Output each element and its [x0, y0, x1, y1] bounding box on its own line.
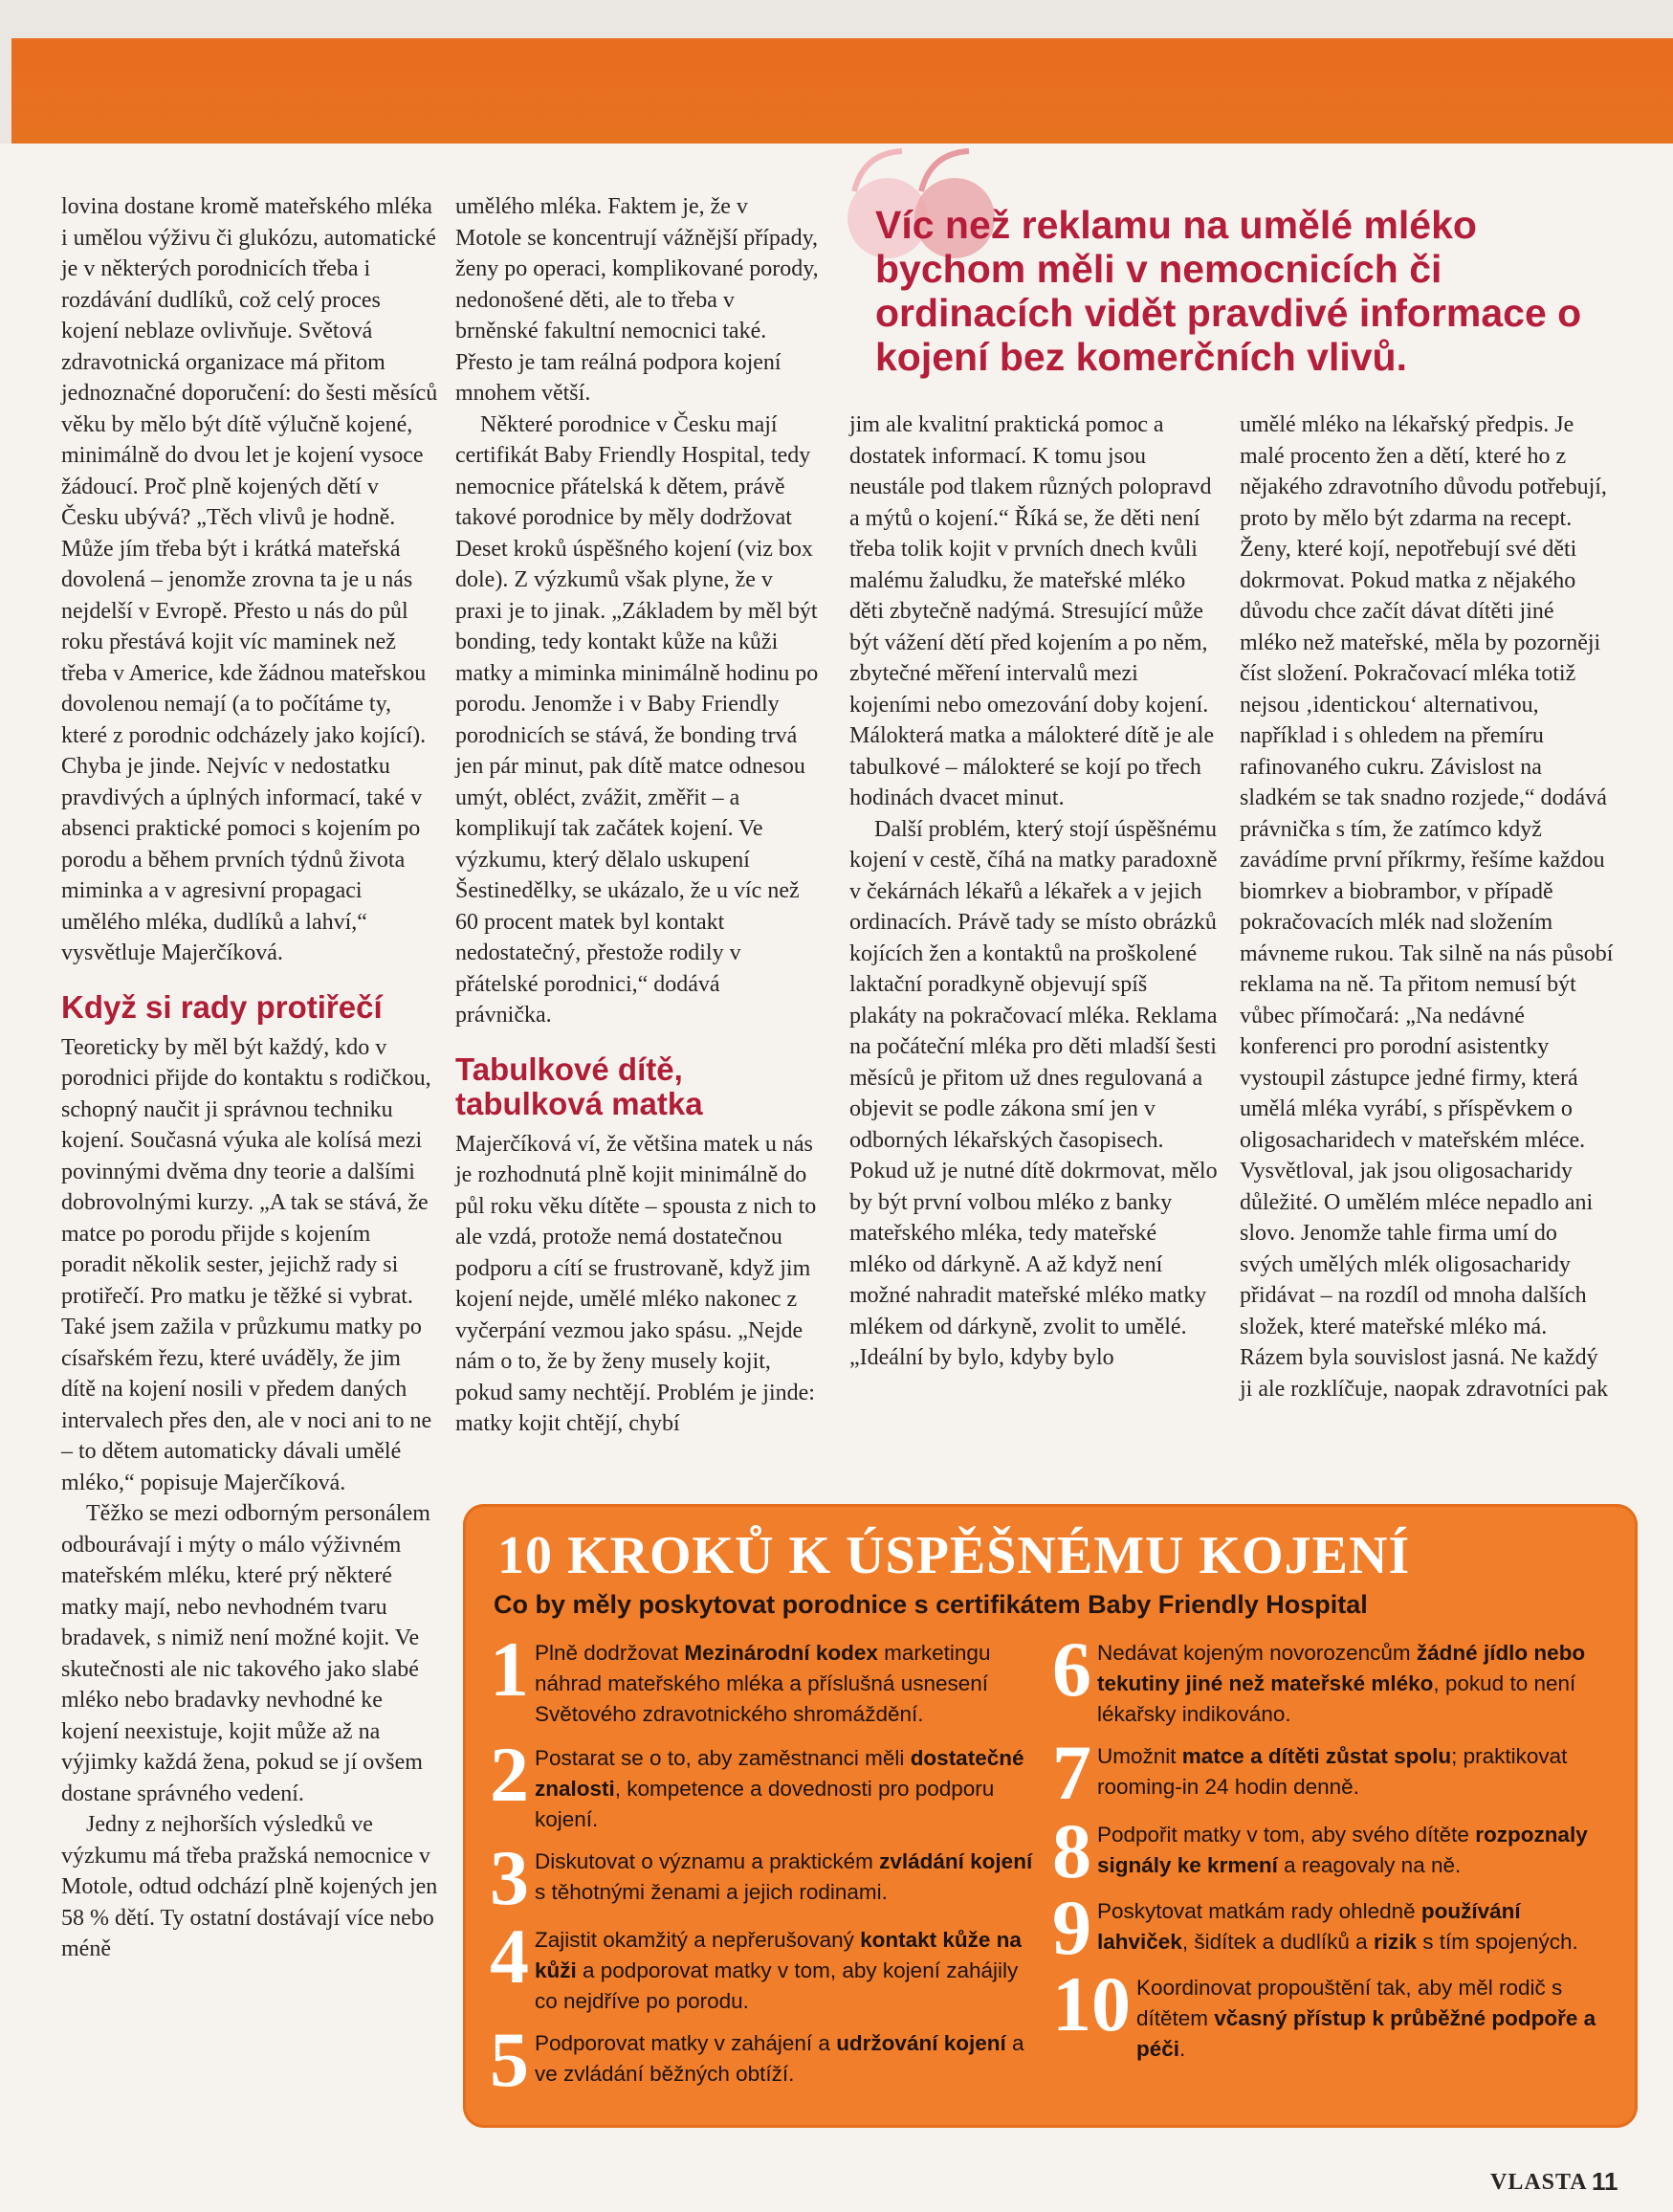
step-highlight: rozpoznaly signály ke krmení [1097, 1823, 1588, 1877]
step-highlight: včasný přístup k průběžné podpoře a péči [1136, 2006, 1596, 2061]
paragraph: Jedny z nejhorších výsledků ve výzkumu má třeba pražská nemocnice v Motole, odtud odchází plně kojených jen 58 % dětí. Ty ostatní dostávají více nebo méně [61, 1812, 438, 1961]
step-text: , kompetence a dovednosti pro podporu kojení. [535, 1777, 995, 1831]
step-number: 6 [1052, 1626, 1091, 1713]
step-highlight: žádné jídlo nebo tekutiny jiné než mateřské mléko [1097, 1641, 1586, 1695]
text-column-4 [1240, 409, 1615, 1405]
step-highlight: zvládání kojení [879, 1849, 1033, 1873]
step-number: 10 [1052, 1960, 1131, 2047]
step-highlight: rizik [1373, 1930, 1417, 1954]
step-text: , šidítek a dudlíků a [1181, 1930, 1374, 1954]
step-number: 7 [1052, 1729, 1091, 1816]
step-highlight: udržování kojení [836, 2031, 1006, 2055]
step-item [1052, 1729, 1613, 1816]
step-text: Plně dodržovat [535, 1641, 685, 1665]
step-text: a reagovaly na ně. [1277, 1853, 1462, 1877]
top-margin [0, 0, 1673, 144]
section-heading: Tabulkové dítě, tabulková matka [455, 1051, 703, 1121]
paragraph: lovina dostane kromě mateřského mléka i umělou výživu či glukózu, automatické je v některých porodnicích třeba i rozdávání dudlíků, což celý proces kojení neblaze ovlivňuje. Světová zdravotnická organizace má přitom jednoznačné doporučení: do šesti měsíců věku by mělo být dítě výlučně kojené, minimálně do dvou let je kojení vysoce žádoucí. Proč plně kojených dětí v Česku ubývá? „Těch vlivů je hodně. Může jím třeba být i krátká mateřská dovolená – jenomže zrovna ta je u nás nejdelší v Evropě. Přesto u nás do půl roku přestává kojit víc maminek než třeba v Americe, kde žádnou mateřskou dovolenou nemají (a to počítáme ty, které z porodnic odcházely jako kojící). Chyba je jinde. Nejvíc v nedostatku pravdivých a úplných informací, také v absenci praktické pomoci s kojením po porodu a během prvních týdnů života miminka a v agresivní propagaci umělého mléka, dudlíků a lahví,“ vysvětluje Majerčíková. [61, 194, 438, 965]
step-text: Zajistit okamžitý a nepřerušovaný [535, 1928, 861, 1952]
step-text: a podporovat matky v tom, aby kojení zahájily co nejdříve po porodu. [535, 1958, 1019, 2013]
step-text: Umožnit [1097, 1744, 1182, 1768]
ten-steps-box [463, 1504, 1638, 2128]
step-text: Diskutovat o významu a praktickém [535, 1849, 880, 1873]
step-item [1052, 1626, 1613, 1730]
top-orange-band [11, 38, 1673, 144]
paragraph: Majerčíková ví, že většina matek u nás je rozhodnutá plně kojit minimálně do půl roku věku dítěte – spousta z nich to ale vzdá, protože nemá dostatečnou podporu a cítí se frustrovaně, když jim kojení nejde, umělé mléko nakonec z vyčerpání vezmou jako spásu. „Nejde nám o to, že by ženy musely kojit, pokud samy nechtějí. Problém je jinde: matky kojit chtějí, chybí [455, 1131, 817, 1436]
step-number: 5 [490, 2016, 529, 2103]
step-text: . [1179, 2037, 1186, 2061]
step-text: s těhotnými ženami a jejich rodinami. [535, 1880, 888, 1904]
pull-quote [837, 144, 1631, 392]
paragraph: Teoreticky by měl být každý, kdo v porodnici přijde do kontaktu s rodičkou, schopný naučit ji správnou techniku kojení. Současná výuka ale kolísá mezi povinnými dvěma dny teorie a dalšími dobrovolnými kurzy. „A tak se stává, že matce po porodu přijde s kojením poradit několik sester, jejichž rady si protiřečí. Pro matku je těžké si vybrat. Také jsem zažila v průzkumu matky po císařském řezu, které uváděly, že jim dítě na kojení nosili v předem daných intervalech přes den, ale v noci ani to ne – to dětem automaticky dávali umělé mléko,“ popisuje Majerčíková. [61, 1034, 432, 1495]
section-heading: Když si rady protiřečí [61, 988, 383, 1025]
step-item [490, 1626, 1039, 1730]
step-highlight: matce a dítěti zůstat spolu [1181, 1744, 1452, 1768]
step-item [1052, 1884, 1613, 1971]
text-column-1 [61, 191, 439, 1965]
step-item [490, 1834, 1039, 1921]
step-highlight: kontakt kůže na kůži [535, 1928, 1022, 1982]
step-item [490, 1731, 1039, 1835]
page-number: 11 [1592, 2167, 1618, 2196]
pull-quote-text: Víc než reklamu na umělé mléko bychom měli v nemocnicích či ordinacích vidět pravdivé informace o kojení bez komerčních vlivů. [875, 203, 1582, 379]
step-number: 2 [490, 1731, 529, 1818]
step-text: Postarat se o to, aby zaměstnanci měli [535, 1746, 911, 1770]
step-text: Podpořit matky v tom, aby svého dítěte [1097, 1823, 1476, 1847]
step-number: 4 [490, 1913, 529, 2000]
paragraph: Další problém, který stojí úspěšnému kojení v cestě, číhá na matky paradoxně v čekárnách lékařů a lékařek a v jejich ordinacích. Právě tady se místo obrázků kojících žen a kontaktů na proškolené laktační poradkyně objevují spíš plakáty na pokračovací mléka. Reklama na počáteční mléka pro děti mladší šesti měsíců je přitom už dnes regulovaná a objevit se podle zákona smí jen v odborných lékařských časopisech. Pokud už je nutné dítě dokrmovat, mělo by být první volbou mléko z banky mateřského mléka, tedy mateřské mléko od dárkyně. A až když není možné nahradit mateřské mléko matky mlékem od dárkyně, zvolit to umělé. „Ideální by bylo, kdyby bylo [849, 816, 1218, 1370]
step-highlight: Mezinárodní kodex [684, 1641, 878, 1665]
step-item [1052, 1960, 1613, 2065]
text-column-3 [849, 409, 1218, 1374]
step-text: Podporovat matky v zahájení a [535, 2031, 837, 2055]
text-column-2 [455, 191, 819, 1440]
step-item [1052, 1807, 1613, 1894]
step-text: marketingu náhrad mateřského mléka a příslušná usnesení Světového zdravotnického shromáždění. [535, 1641, 991, 1726]
paragraph: umělé mléko na lékařský předpis. Je malé procento žen a dětí, které ho z nějakého zdravotního důvodu potřebují, proto by mělo být zdarma na recept. Ženy, které kojí, nepotřebují své děti dokrmovat. Pokud matka z nějakého důvodu chce začít dávat dítěti jiné mléko než mateřské, měla by pozorněji číst složení. Pokračovací mléka totiž nejsou ‚identickou‘ alternativou, například i s ohledem na přemíru rafinovaného cukru. Závislost na sladkém se tak snadno rozjede,“ dodává právnička s tím, že zatímco když zavádíme první příkrmy, řešíme každou biomrkev a biobrambor, v případě pokračovacích mlék nad složením mávneme rukou. Tak silně na nás působí reklama na ně. Ta přitom nemusí být vůbec přímočará: „Na nedávné konferenci pro porodní asistentky vystoupil zástupce jedné firmy, která umělá mléka vyrábí, s příspěvkem o oligosacharidech v mateřském mléce. Vysvětloval, jak jsou oligosacharidy důležité. O umělém mléce nepadlo ani slovo. Jenomže tahle firma umí do svých umělých mlék oligosacharidy přidávat – na rozdíl od mnoha dalších složek, které mateřské mléko má. Rázem byla souvislost jasná. Ne každý ji ale rozklíčuje, naopak zdravotníci pak [1240, 412, 1614, 1402]
paragraph: umělého mléka. Faktem je, že v Motole se koncentrují vážnější případy, ženy po operaci, komplikované porody, nedonošené děti, ale to třeba v brněnské fakultní nemocnici také. Přesto je tam reálná podpora kojení mnohem větší. [455, 194, 819, 406]
step-number: 9 [1052, 1884, 1091, 1971]
magazine-name: VLASTA [1490, 2170, 1588, 2195]
step-text: a ve zvládání běžných obtíží. [535, 2031, 1024, 2086]
paragraph: jim ale kvalitní praktická pomoc a dostatek informací. K tomu jsou neustále pod tlakem různých polopravd a mýtů o kojení.“ Říká se, že děti není třeba tolik kojit v prvních dnech kvůli malému žaludku, že mateřské mléko děti zbytečně nadýmá. Stresující může být vážení dětí před kojením a po něm, zbytečné měření intervalů mezi kojeními nebo omezování doby kojení. Málokterá matka a málokteré dítě je ale tabulkové – málokteré se kojí po třech hodinách dvacet minut. [849, 412, 1215, 810]
step-text: Koordinovat propouštění tak, aby měl rodič s dítětem [1136, 1976, 1563, 2030]
box-title: 10 KROKŮ K ÚSPĚŠNÉMU KOJENÍ [497, 1526, 1411, 1585]
step-number: 1 [490, 1626, 529, 1713]
step-text: Poskytovat matkám rady ohledně [1097, 1899, 1421, 1923]
box-subtitle: Co by měly poskytovat porodnice s certifikátem Baby Friendly Hospital [494, 1590, 1368, 1619]
step-item [490, 2016, 1039, 2103]
step-text: , pokud to není lékařsky indikováno. [1097, 1671, 1576, 1726]
step-text: s tím spojených. [1416, 1930, 1578, 1954]
step-number: 3 [490, 1834, 529, 1921]
step-number: 8 [1052, 1807, 1091, 1894]
paragraph: Těžko se mezi odborným personálem odbourávají i mýty o málo výživném mateřském mléku, které prý některé matky mají, nebo nevhodném tvaru bradavek, s nimiž není možné kojit. Ve skutečnosti ale nic takového jako slabé mléko nebo bradavky nevhodné ke kojení neexistuje, kojit může až na výjimky každá žena, pokud se jí ovšem dostane správného vedení. [61, 1501, 430, 1806]
paragraph: Některé porodnice v Česku mají certifikát Baby Friendly Hospital, tedy nemocnice přátelská k dětem, právě takové porodnice by měly dodržovat Deset kroků úspěšného kojení (viz box dole). Z výzkumů však plyne, že v praxi je to jinak. „Základem by měl být bonding, tedy kontakt kůže na kůži matky a miminka minimálně hodinu po porodu. Jenomže i v Baby Friendly porodnicích se stává, že bonding trvá jen pár minut, pak dítě matce odnesou umýt, obléct, zvážit, změřit – a komplikují tak začátek kojení. Ve výzkumu, který dělalo uskupení Šestinedělky, se ukázalo, že u víc než 60 procent matek byl kontakt nedostatečný, přestože rodily v přátelské porodnici,“ dodává právnička. [455, 411, 819, 1028]
step-item [490, 1913, 1039, 2017]
step-highlight: používání lahviček [1097, 1899, 1521, 1954]
step-text: ; praktikovat rooming-in 24 hodin denně. [1097, 1744, 1568, 1799]
step-text: Nedávat kojeným novorozencům [1097, 1641, 1417, 1665]
step-highlight: dostatečné znalosti [535, 1746, 1024, 1801]
